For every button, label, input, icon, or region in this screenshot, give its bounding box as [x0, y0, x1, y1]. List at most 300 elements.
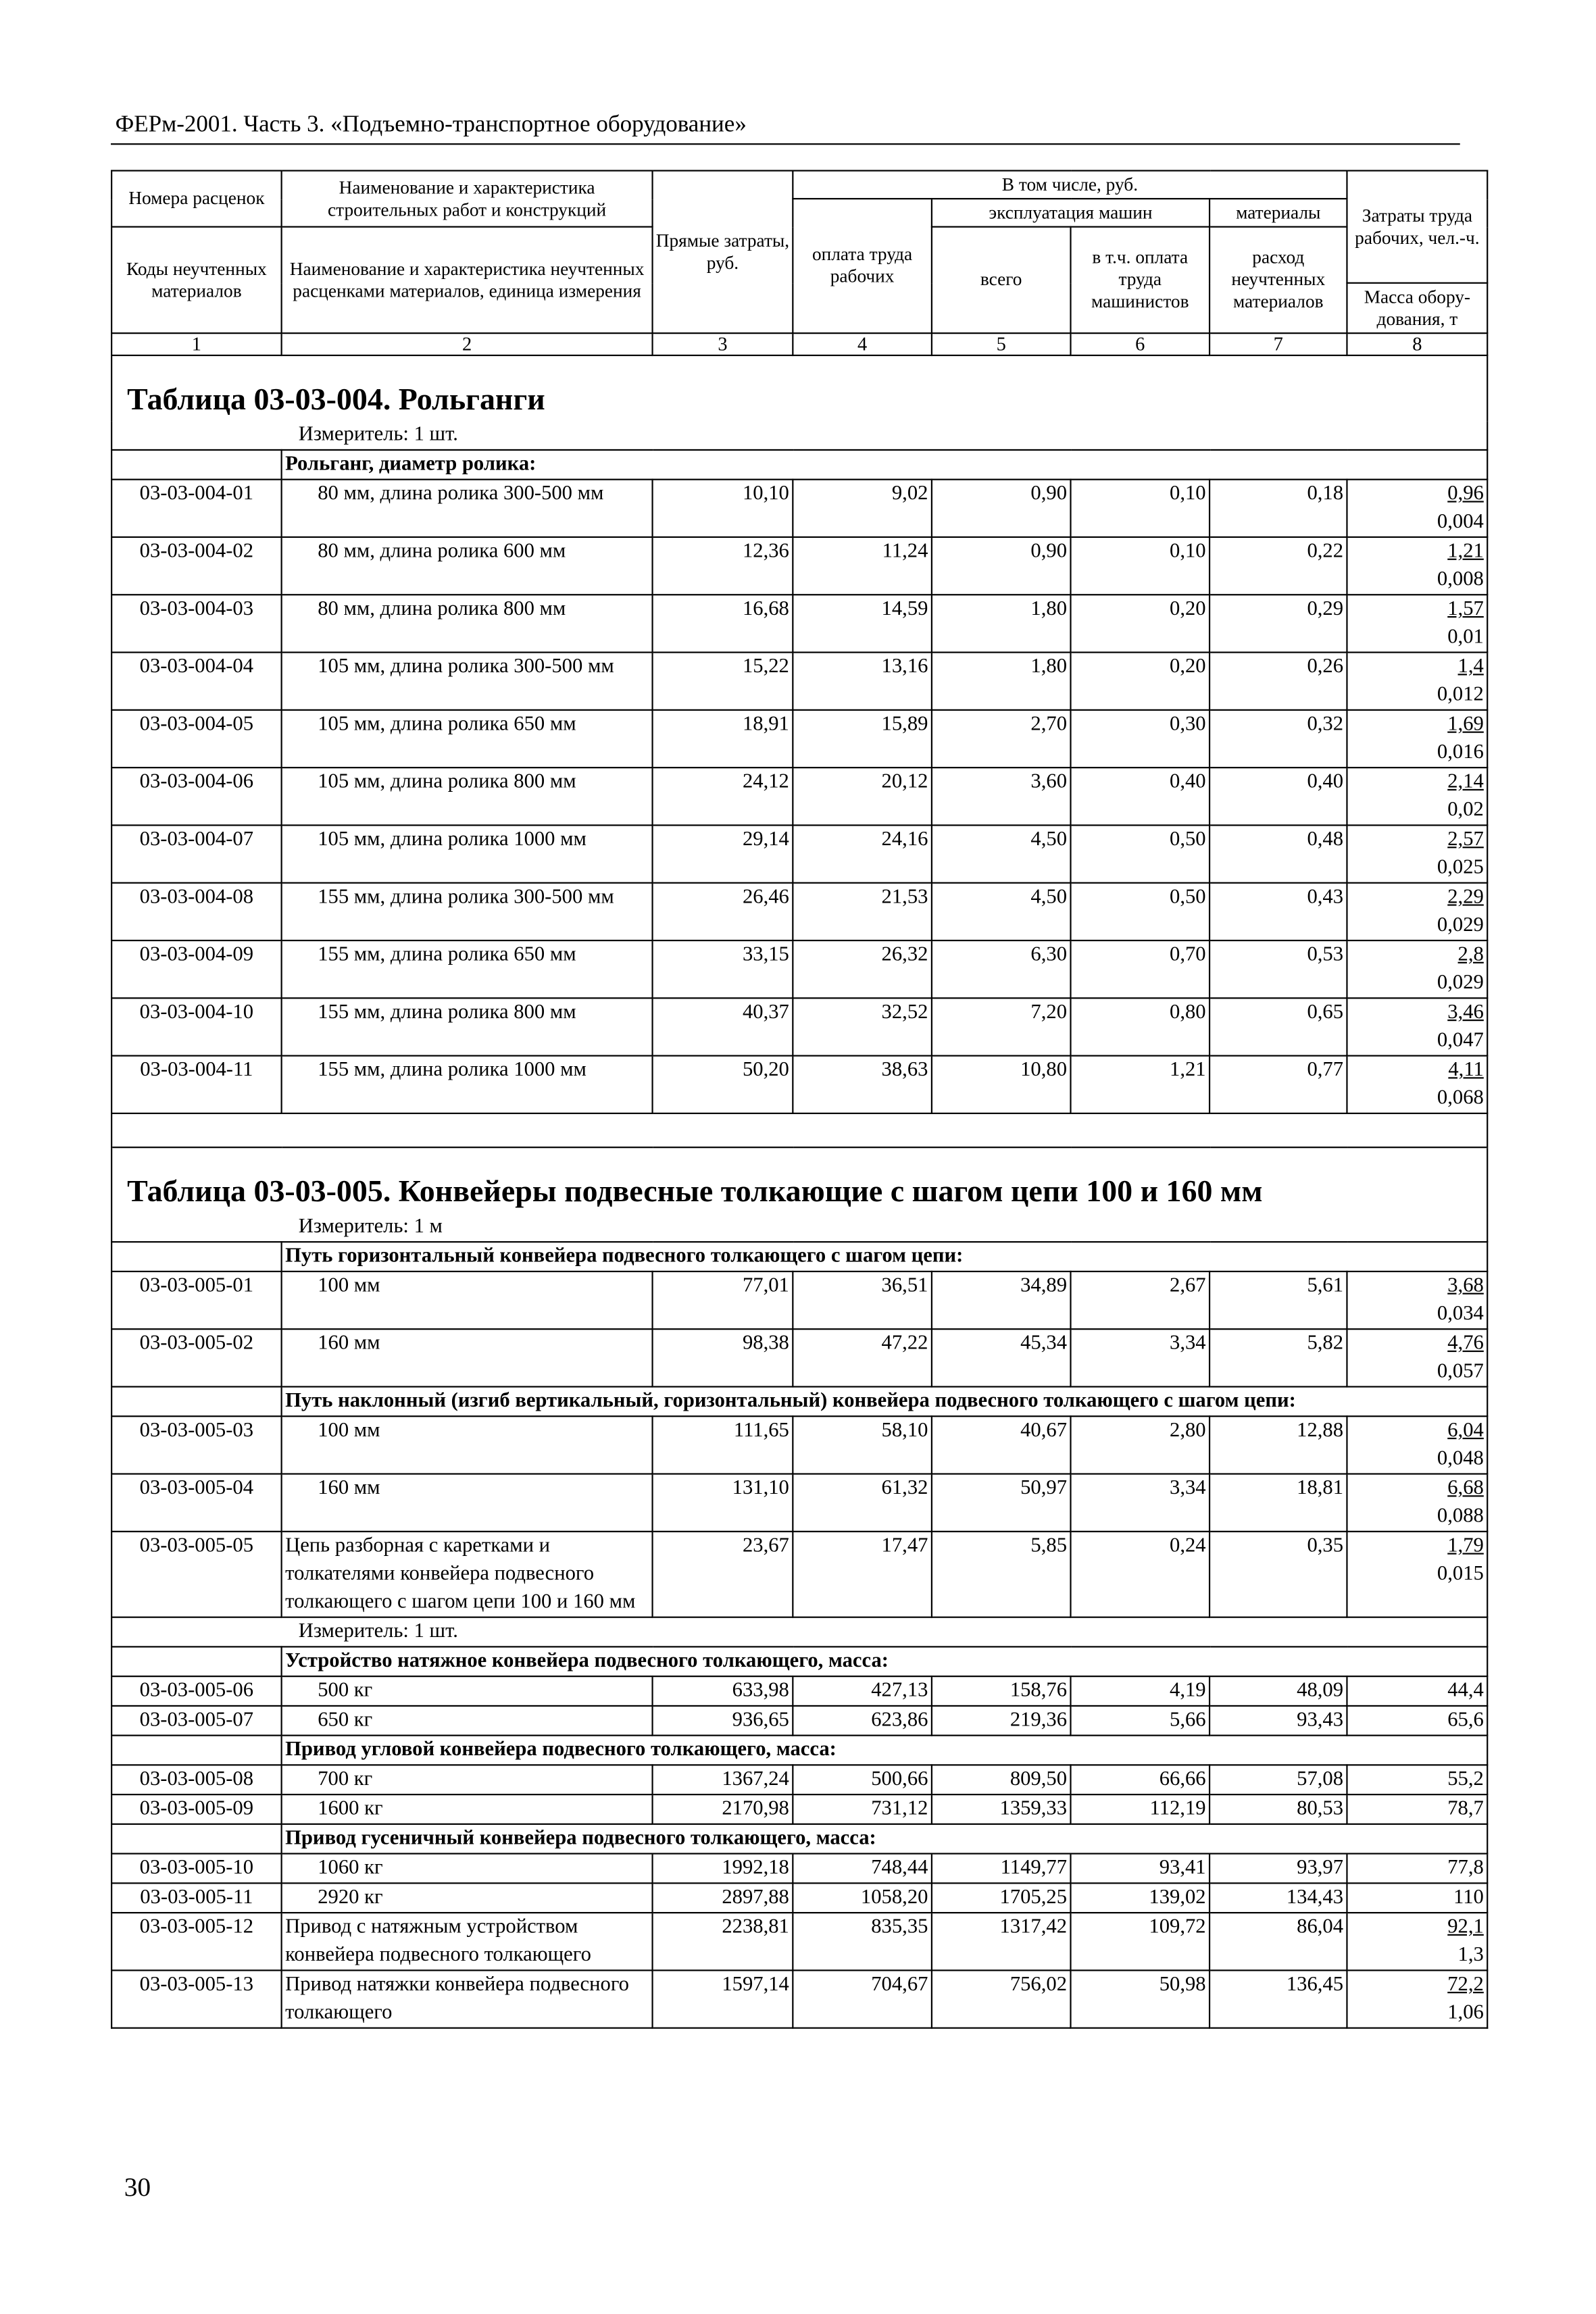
measure-unit: Измеритель: 1 шт.	[298, 1621, 458, 1643]
direct-costs: 1992,18	[653, 1854, 793, 1884]
operator-pay: 4,19	[1070, 1676, 1210, 1706]
materials-cost: 0,22	[1210, 537, 1347, 595]
header-rate-numbers: Номера расценок	[111, 171, 282, 227]
labor-costs: 4,76	[1447, 1332, 1484, 1355]
machines-total: 809,50	[932, 1765, 1071, 1794]
rate-name: 100 мм	[282, 1272, 653, 1329]
direct-costs: 26,46	[653, 883, 793, 940]
labor-costs: 65,6	[1447, 1709, 1484, 1732]
table-row	[111, 1474, 1487, 1532]
rate-code: 03-03-004-07	[111, 825, 282, 882]
group-heading-row	[111, 1242, 1487, 1272]
worker-pay: 13,16	[793, 653, 932, 710]
labor-costs: 3,68	[1447, 1275, 1484, 1298]
table-row	[111, 1913, 1487, 1970]
labor-mass-cell	[1347, 1474, 1488, 1532]
labor-costs: 2,8	[1457, 944, 1484, 967]
group-heading-row	[111, 1824, 1487, 1854]
rate-name: 80 мм, длина ролика 300-500 мм	[282, 480, 653, 537]
operator-pay: 50,98	[1070, 1970, 1210, 2028]
worker-pay: 20,12	[793, 768, 932, 825]
header-rule	[111, 143, 1460, 145]
rate-name: 1600 кг	[282, 1794, 653, 1824]
labor-mass-cell	[1347, 1056, 1488, 1113]
equipment-mass: 0,029	[1437, 972, 1484, 995]
machines-total: 40,67	[932, 1416, 1071, 1474]
worker-pay: 704,67	[793, 1970, 932, 2028]
rate-code: 03-03-005-13	[111, 1970, 282, 2028]
operator-pay: 0,70	[1070, 940, 1210, 998]
rate-code: 03-03-005-06	[111, 1676, 282, 1706]
rate-name: 160 мм	[282, 1329, 653, 1386]
worker-pay: 58,10	[793, 1416, 932, 1474]
rate-code: 03-03-005-11	[111, 1883, 282, 1913]
labor-costs: 77,8	[1447, 1857, 1484, 1880]
table-row	[111, 1706, 1487, 1736]
rate-name: 155 мм, длина ролика 650 мм	[282, 940, 653, 998]
empty-cell	[111, 1646, 282, 1676]
labor-mass-cell	[1347, 825, 1488, 882]
group-heading-row	[111, 1736, 1487, 1765]
labor-mass-cell	[1347, 710, 1488, 768]
rate-code: 03-03-005-02	[111, 1329, 282, 1386]
labor-mass-cell	[1347, 1765, 1488, 1794]
operator-pay: 0,20	[1070, 653, 1210, 710]
rate-name: 650 кг	[282, 1706, 653, 1736]
labor-mass-cell	[1347, 768, 1488, 825]
rate-name: 1060 кг	[282, 1854, 653, 1884]
materials-cost: 12,88	[1210, 1416, 1347, 1474]
group-heading-row	[111, 450, 1487, 480]
rate-code: 03-03-005-10	[111, 1854, 282, 1884]
column-number: 1	[111, 333, 282, 355]
measure-row	[111, 421, 1487, 450]
operator-pay: 93,41	[1070, 1854, 1210, 1884]
materials-cost: 93,97	[1210, 1854, 1347, 1884]
operator-pay: 0,10	[1070, 480, 1210, 537]
direct-costs: 936,65	[653, 1706, 793, 1736]
machines-total: 158,76	[932, 1676, 1071, 1706]
machines-total: 5,85	[932, 1532, 1071, 1617]
worker-pay: 32,52	[793, 998, 932, 1055]
direct-costs: 111,65	[653, 1416, 793, 1474]
worker-pay: 748,44	[793, 1854, 932, 1884]
column-number: 4	[793, 333, 932, 355]
column-number: 8	[1347, 333, 1488, 355]
worker-pay: 731,12	[793, 1794, 932, 1824]
direct-costs: 1597,14	[653, 1970, 793, 2028]
rate-name: 155 мм, длина ролика 800 мм	[282, 998, 653, 1055]
labor-mass-cell	[1347, 1676, 1488, 1706]
table-row	[111, 1329, 1487, 1386]
labor-mass-cell	[1347, 653, 1488, 710]
labor-mass-cell	[1347, 595, 1488, 652]
worker-pay: 1058,20	[793, 1883, 932, 1913]
labor-costs: 110	[1453, 1886, 1484, 1909]
rate-name: 500 кг	[282, 1676, 653, 1706]
direct-costs: 16,68	[653, 595, 793, 652]
column-number: 2	[282, 333, 653, 355]
header-including: В том числе, руб.	[793, 171, 1347, 199]
materials-cost: 0,40	[1210, 768, 1347, 825]
direct-costs: 2170,98	[653, 1794, 793, 1824]
operator-pay: 112,19	[1070, 1794, 1210, 1824]
measure-unit: Измеритель: 1 шт.	[298, 424, 458, 447]
table-title-row	[111, 1147, 1487, 1213]
equipment-mass: 0,01	[1447, 626, 1484, 649]
labor-mass-cell	[1347, 1416, 1488, 1474]
machines-total: 219,36	[932, 1706, 1071, 1736]
equipment-mass: 1,3	[1457, 1944, 1484, 1967]
worker-pay: 36,51	[793, 1272, 932, 1329]
table-title: Таблица 03-03-004. Рольганги	[111, 355, 1487, 421]
rate-code: 03-03-004-03	[111, 595, 282, 652]
worker-pay: 9,02	[793, 480, 932, 537]
table-row	[111, 1854, 1487, 1884]
labor-costs: 0,96	[1447, 483, 1484, 505]
operator-pay: 109,72	[1070, 1913, 1210, 1970]
rate-code: 03-03-005-05	[111, 1532, 282, 1617]
labor-mass-cell	[1347, 480, 1488, 537]
worker-pay: 24,16	[793, 825, 932, 882]
labor-costs: 6,04	[1447, 1419, 1484, 1442]
measure-row	[111, 1617, 1487, 1647]
rate-name: 160 мм	[282, 1474, 653, 1532]
operator-pay: 66,66	[1070, 1765, 1210, 1794]
rate-name: 700 кг	[282, 1765, 653, 1794]
materials-cost: 86,04	[1210, 1913, 1347, 1970]
materials-cost: 0,77	[1210, 1056, 1347, 1113]
table-row	[111, 480, 1487, 537]
direct-costs: 50,20	[653, 1056, 793, 1113]
operator-pay: 139,02	[1070, 1883, 1210, 1913]
labor-mass-cell	[1347, 1970, 1488, 2028]
machines-total: 756,02	[932, 1970, 1071, 2028]
equipment-mass: 0,004	[1437, 511, 1484, 534]
rate-name: Цепь разборная с каретками и толкателями конвейера подвесного толкающего с шагом цепи 100 и 160 мм	[282, 1532, 653, 1617]
worker-pay: 15,89	[793, 710, 932, 768]
machines-total: 1317,42	[932, 1913, 1071, 1970]
labor-costs: 2,29	[1447, 886, 1484, 909]
labor-costs: 1,69	[1447, 713, 1484, 736]
machines-total: 34,89	[932, 1272, 1071, 1329]
table-title: Таблица 03-03-005. Конвейеры подвесные толкающие с шагом цепи 100 и 160 мм	[111, 1147, 1487, 1213]
operator-pay: 0,80	[1070, 998, 1210, 1055]
operator-pay: 0,50	[1070, 825, 1210, 882]
labor-mass-cell	[1347, 1329, 1488, 1386]
labor-mass-cell	[1347, 1794, 1488, 1824]
rate-name: Привод натяжки конвейера подвесного толкающего	[282, 1970, 653, 2028]
labor-costs: 72,2	[1447, 1973, 1484, 1996]
column-number: 6	[1070, 333, 1210, 355]
materials-cost: 0,32	[1210, 710, 1347, 768]
worker-pay: 835,35	[793, 1913, 932, 1970]
machines-total: 0,90	[932, 537, 1071, 595]
direct-costs: 23,67	[653, 1532, 793, 1617]
labor-costs: 4,11	[1448, 1059, 1484, 1082]
worker-pay: 47,22	[793, 1329, 932, 1386]
header-operator-pay: в т.ч. оплата труда машинистов	[1070, 227, 1210, 333]
labor-costs: 1,21	[1447, 540, 1484, 563]
operator-pay: 2,67	[1070, 1272, 1210, 1329]
labor-costs: 2,14	[1447, 771, 1484, 794]
equipment-mass: 0,047	[1437, 1030, 1484, 1053]
equipment-mass: 0,015	[1437, 1563, 1484, 1586]
worker-pay: 26,32	[793, 940, 932, 998]
table-row	[111, 1416, 1487, 1474]
table-row	[111, 1970, 1487, 2028]
measure-row	[111, 1213, 1487, 1242]
materials-cost: 48,09	[1210, 1676, 1347, 1706]
rate-code: 03-03-004-08	[111, 883, 282, 940]
direct-costs: 131,10	[653, 1474, 793, 1532]
labor-costs: 2,57	[1447, 828, 1484, 851]
table-row	[111, 1676, 1487, 1706]
table-row	[111, 940, 1487, 998]
table-row	[111, 1056, 1487, 1113]
worker-pay: 427,13	[793, 1676, 932, 1706]
equipment-mass: 0,088	[1437, 1505, 1484, 1528]
table-row	[111, 595, 1487, 652]
operator-pay: 1,21	[1070, 1056, 1210, 1113]
labor-costs: 1,4	[1457, 656, 1484, 678]
operator-pay: 0,30	[1070, 710, 1210, 768]
table-row	[111, 653, 1487, 710]
materials-cost: 5,61	[1210, 1272, 1347, 1329]
group-heading: Привод угловой конвейера подвесного толкающего, масса:	[282, 1736, 1488, 1765]
labor-costs: 3,46	[1447, 1001, 1484, 1024]
table-row	[111, 1272, 1487, 1329]
labor-mass-cell	[1347, 537, 1488, 595]
measure-cell	[111, 1213, 1487, 1242]
rate-name: 105 мм, длина ролика 800 мм	[282, 768, 653, 825]
materials-cost: 80,53	[1210, 1794, 1347, 1824]
group-heading: Путь наклонный (изгиб вертикальный, горизонтальный) конвейера подвесного толкающего с шагом цепи:	[282, 1386, 1488, 1416]
operator-pay: 3,34	[1070, 1329, 1210, 1386]
direct-costs: 15,22	[653, 653, 793, 710]
measure-cell	[111, 421, 1487, 450]
operator-pay: 0,24	[1070, 1532, 1210, 1617]
page-number: 30	[124, 2171, 151, 2202]
table-row	[111, 825, 1487, 882]
direct-costs: 18,91	[653, 710, 793, 768]
spacer-row	[111, 1113, 1487, 1147]
table-row	[111, 1765, 1487, 1794]
worker-pay: 500,66	[793, 1765, 932, 1794]
labor-costs: 92,1	[1447, 1916, 1484, 1939]
machines-total: 1705,25	[932, 1883, 1071, 1913]
rate-code: 03-03-004-01	[111, 480, 282, 537]
worker-pay: 14,59	[793, 595, 932, 652]
labor-costs: 55,2	[1447, 1768, 1484, 1791]
materials-cost: 0,53	[1210, 940, 1347, 998]
rate-code: 03-03-005-09	[111, 1794, 282, 1824]
group-heading-row	[111, 1386, 1487, 1416]
measure-unit: Измеритель: 1 м	[298, 1215, 443, 1238]
rate-name: 105 мм, длина ролика 1000 мм	[282, 825, 653, 882]
equipment-mass: 0,068	[1437, 1087, 1484, 1110]
header-material-name: Наименование и характеристика неучтенных расценками материалов, единица измерения	[282, 227, 653, 333]
equipment-mass: 0,029	[1437, 914, 1484, 937]
group-heading: Привод гусеничный конвейера подвесного толкающего, масса:	[282, 1824, 1488, 1854]
table-row	[111, 768, 1487, 825]
machines-total: 0,90	[932, 480, 1071, 537]
worker-pay: 17,47	[793, 1532, 932, 1617]
equipment-mass: 0,048	[1437, 1448, 1484, 1471]
machines-total: 2,70	[932, 710, 1071, 768]
rate-name: 105 мм, длина ролика 300-500 мм	[282, 653, 653, 710]
rate-name: Привод с натяжным устройством конвейера подвесного толкающего	[282, 1913, 653, 1970]
materials-cost: 57,08	[1210, 1765, 1347, 1794]
direct-costs: 77,01	[653, 1272, 793, 1329]
direct-costs: 33,15	[653, 940, 793, 998]
rate-code: 03-03-004-05	[111, 710, 282, 768]
rates-table	[111, 170, 1488, 2029]
materials-cost: 0,43	[1210, 883, 1347, 940]
direct-costs: 40,37	[653, 998, 793, 1055]
machines-total: 50,97	[932, 1474, 1071, 1532]
group-heading: Рольганг, диаметр ролика:	[282, 450, 1488, 480]
direct-costs: 2238,81	[653, 1913, 793, 1970]
labor-mass-cell	[1347, 1706, 1488, 1736]
rate-code: 03-03-005-12	[111, 1913, 282, 1970]
rate-code: 03-03-005-08	[111, 1765, 282, 1794]
rate-name: 155 мм, длина ролика 300-500 мм	[282, 883, 653, 940]
table-row	[111, 1794, 1487, 1824]
rate-code: 03-03-004-09	[111, 940, 282, 998]
labor-costs: 44,4	[1447, 1680, 1484, 1703]
empty-cell	[111, 1386, 282, 1416]
labor-mass-cell	[1347, 883, 1488, 940]
equipment-mass: 0,057	[1437, 1361, 1484, 1384]
header-direct-costs: Прямые затраты, руб.	[653, 171, 793, 334]
machines-total: 10,80	[932, 1056, 1071, 1113]
header-equipment-mass: Масса обору-дования, т	[1347, 283, 1488, 333]
materials-cost: 0,35	[1210, 1532, 1347, 1617]
labor-mass-cell	[1347, 1532, 1488, 1617]
rate-code: 03-03-004-10	[111, 998, 282, 1055]
labor-mass-cell	[1347, 940, 1488, 998]
equipment-mass: 0,016	[1437, 741, 1484, 764]
machines-total: 4,50	[932, 883, 1071, 940]
machines-total: 1,80	[932, 595, 1071, 652]
materials-cost: 93,43	[1210, 1706, 1347, 1736]
direct-costs: 24,12	[653, 768, 793, 825]
labor-mass-cell	[1347, 998, 1488, 1055]
machines-total: 1359,33	[932, 1794, 1071, 1824]
worker-pay: 61,32	[793, 1474, 932, 1532]
rate-code: 03-03-004-04	[111, 653, 282, 710]
table-row	[111, 1532, 1487, 1617]
empty-cell	[111, 1824, 282, 1854]
header-unaccounted-materials: расход неучтенных материалов	[1210, 227, 1347, 333]
table-row	[111, 883, 1487, 940]
equipment-mass: 0,02	[1447, 799, 1484, 822]
table-title-row	[111, 355, 1487, 421]
machines-total: 3,60	[932, 768, 1071, 825]
labor-costs: 1,57	[1447, 598, 1484, 621]
equipment-mass: 0,008	[1437, 568, 1484, 591]
header-labor-costs: Затраты труда рабочих, чел.-ч.	[1347, 171, 1488, 283]
rate-code: 03-03-005-01	[111, 1272, 282, 1329]
table-row	[111, 710, 1487, 768]
header-worker-pay: оплата труда рабочих	[793, 199, 932, 333]
header-material-codes: Коды неучтенных материалов	[111, 227, 282, 333]
machines-total: 6,30	[932, 940, 1071, 998]
labor-mass-cell	[1347, 1883, 1488, 1913]
machines-total: 7,20	[932, 998, 1071, 1055]
header-materials: материалы	[1210, 199, 1347, 227]
rate-code: 03-03-005-03	[111, 1416, 282, 1474]
header-machine-operation: эксплуатация машин	[932, 199, 1210, 227]
direct-costs: 98,38	[653, 1329, 793, 1386]
empty-cell	[111, 1242, 282, 1272]
rate-code: 03-03-005-07	[111, 1706, 282, 1736]
header-work-name: Наименование и характеристика строительных работ и конструкций	[282, 171, 653, 227]
machines-total: 4,50	[932, 825, 1071, 882]
operator-pay: 0,50	[1070, 883, 1210, 940]
group-heading-row	[111, 1646, 1487, 1676]
rate-code: 03-03-004-11	[111, 1056, 282, 1113]
column-number: 3	[653, 333, 793, 355]
worker-pay: 11,24	[793, 537, 932, 595]
machines-total: 1149,77	[932, 1854, 1071, 1884]
materials-cost: 0,18	[1210, 480, 1347, 537]
materials-cost: 0,29	[1210, 595, 1347, 652]
machines-total: 1,80	[932, 653, 1071, 710]
empty-cell	[111, 450, 282, 480]
worker-pay: 21,53	[793, 883, 932, 940]
direct-costs: 633,98	[653, 1676, 793, 1706]
labor-mass-cell	[1347, 1913, 1488, 1970]
materials-cost: 5,82	[1210, 1329, 1347, 1386]
rate-name: 2920 кг	[282, 1883, 653, 1913]
operator-pay: 0,10	[1070, 537, 1210, 595]
labor-costs: 78,7	[1447, 1798, 1484, 1821]
equipment-mass: 1,06	[1447, 2002, 1484, 2025]
labor-mass-cell	[1347, 1854, 1488, 1884]
table-row	[111, 1883, 1487, 1913]
rate-name: 155 мм, длина ролика 1000 мм	[282, 1056, 653, 1113]
rate-name: 100 мм	[282, 1416, 653, 1474]
spacer	[111, 1113, 1487, 1147]
operator-pay: 3,34	[1070, 1474, 1210, 1532]
measure-cell	[111, 1617, 1487, 1647]
worker-pay: 623,86	[793, 1706, 932, 1736]
materials-cost: 0,26	[1210, 653, 1347, 710]
group-heading: Устройство натяжное конвейера подвесного толкающего, масса:	[282, 1646, 1488, 1676]
operator-pay: 0,40	[1070, 768, 1210, 825]
labor-costs: 1,79	[1447, 1535, 1484, 1558]
materials-cost: 0,48	[1210, 825, 1347, 882]
rate-code: 03-03-004-02	[111, 537, 282, 595]
direct-costs: 1367,24	[653, 1765, 793, 1794]
labor-costs: 6,68	[1447, 1478, 1484, 1500]
rate-name: 105 мм, длина ролика 650 мм	[282, 710, 653, 768]
direct-costs: 10,10	[653, 480, 793, 537]
direct-costs: 2897,88	[653, 1883, 793, 1913]
header-machines-total: всего	[932, 227, 1071, 333]
rate-code: 03-03-005-04	[111, 1474, 282, 1532]
equipment-mass: 0,025	[1437, 857, 1484, 880]
group-heading: Путь горизонтальный конвейера подвесного толкающего с шагом цепи:	[282, 1242, 1488, 1272]
machines-total: 45,34	[932, 1329, 1071, 1386]
materials-cost: 18,81	[1210, 1474, 1347, 1532]
equipment-mass: 0,012	[1437, 684, 1484, 707]
column-number: 5	[932, 333, 1071, 355]
equipment-mass: 0,034	[1437, 1303, 1484, 1326]
empty-cell	[111, 1736, 282, 1765]
